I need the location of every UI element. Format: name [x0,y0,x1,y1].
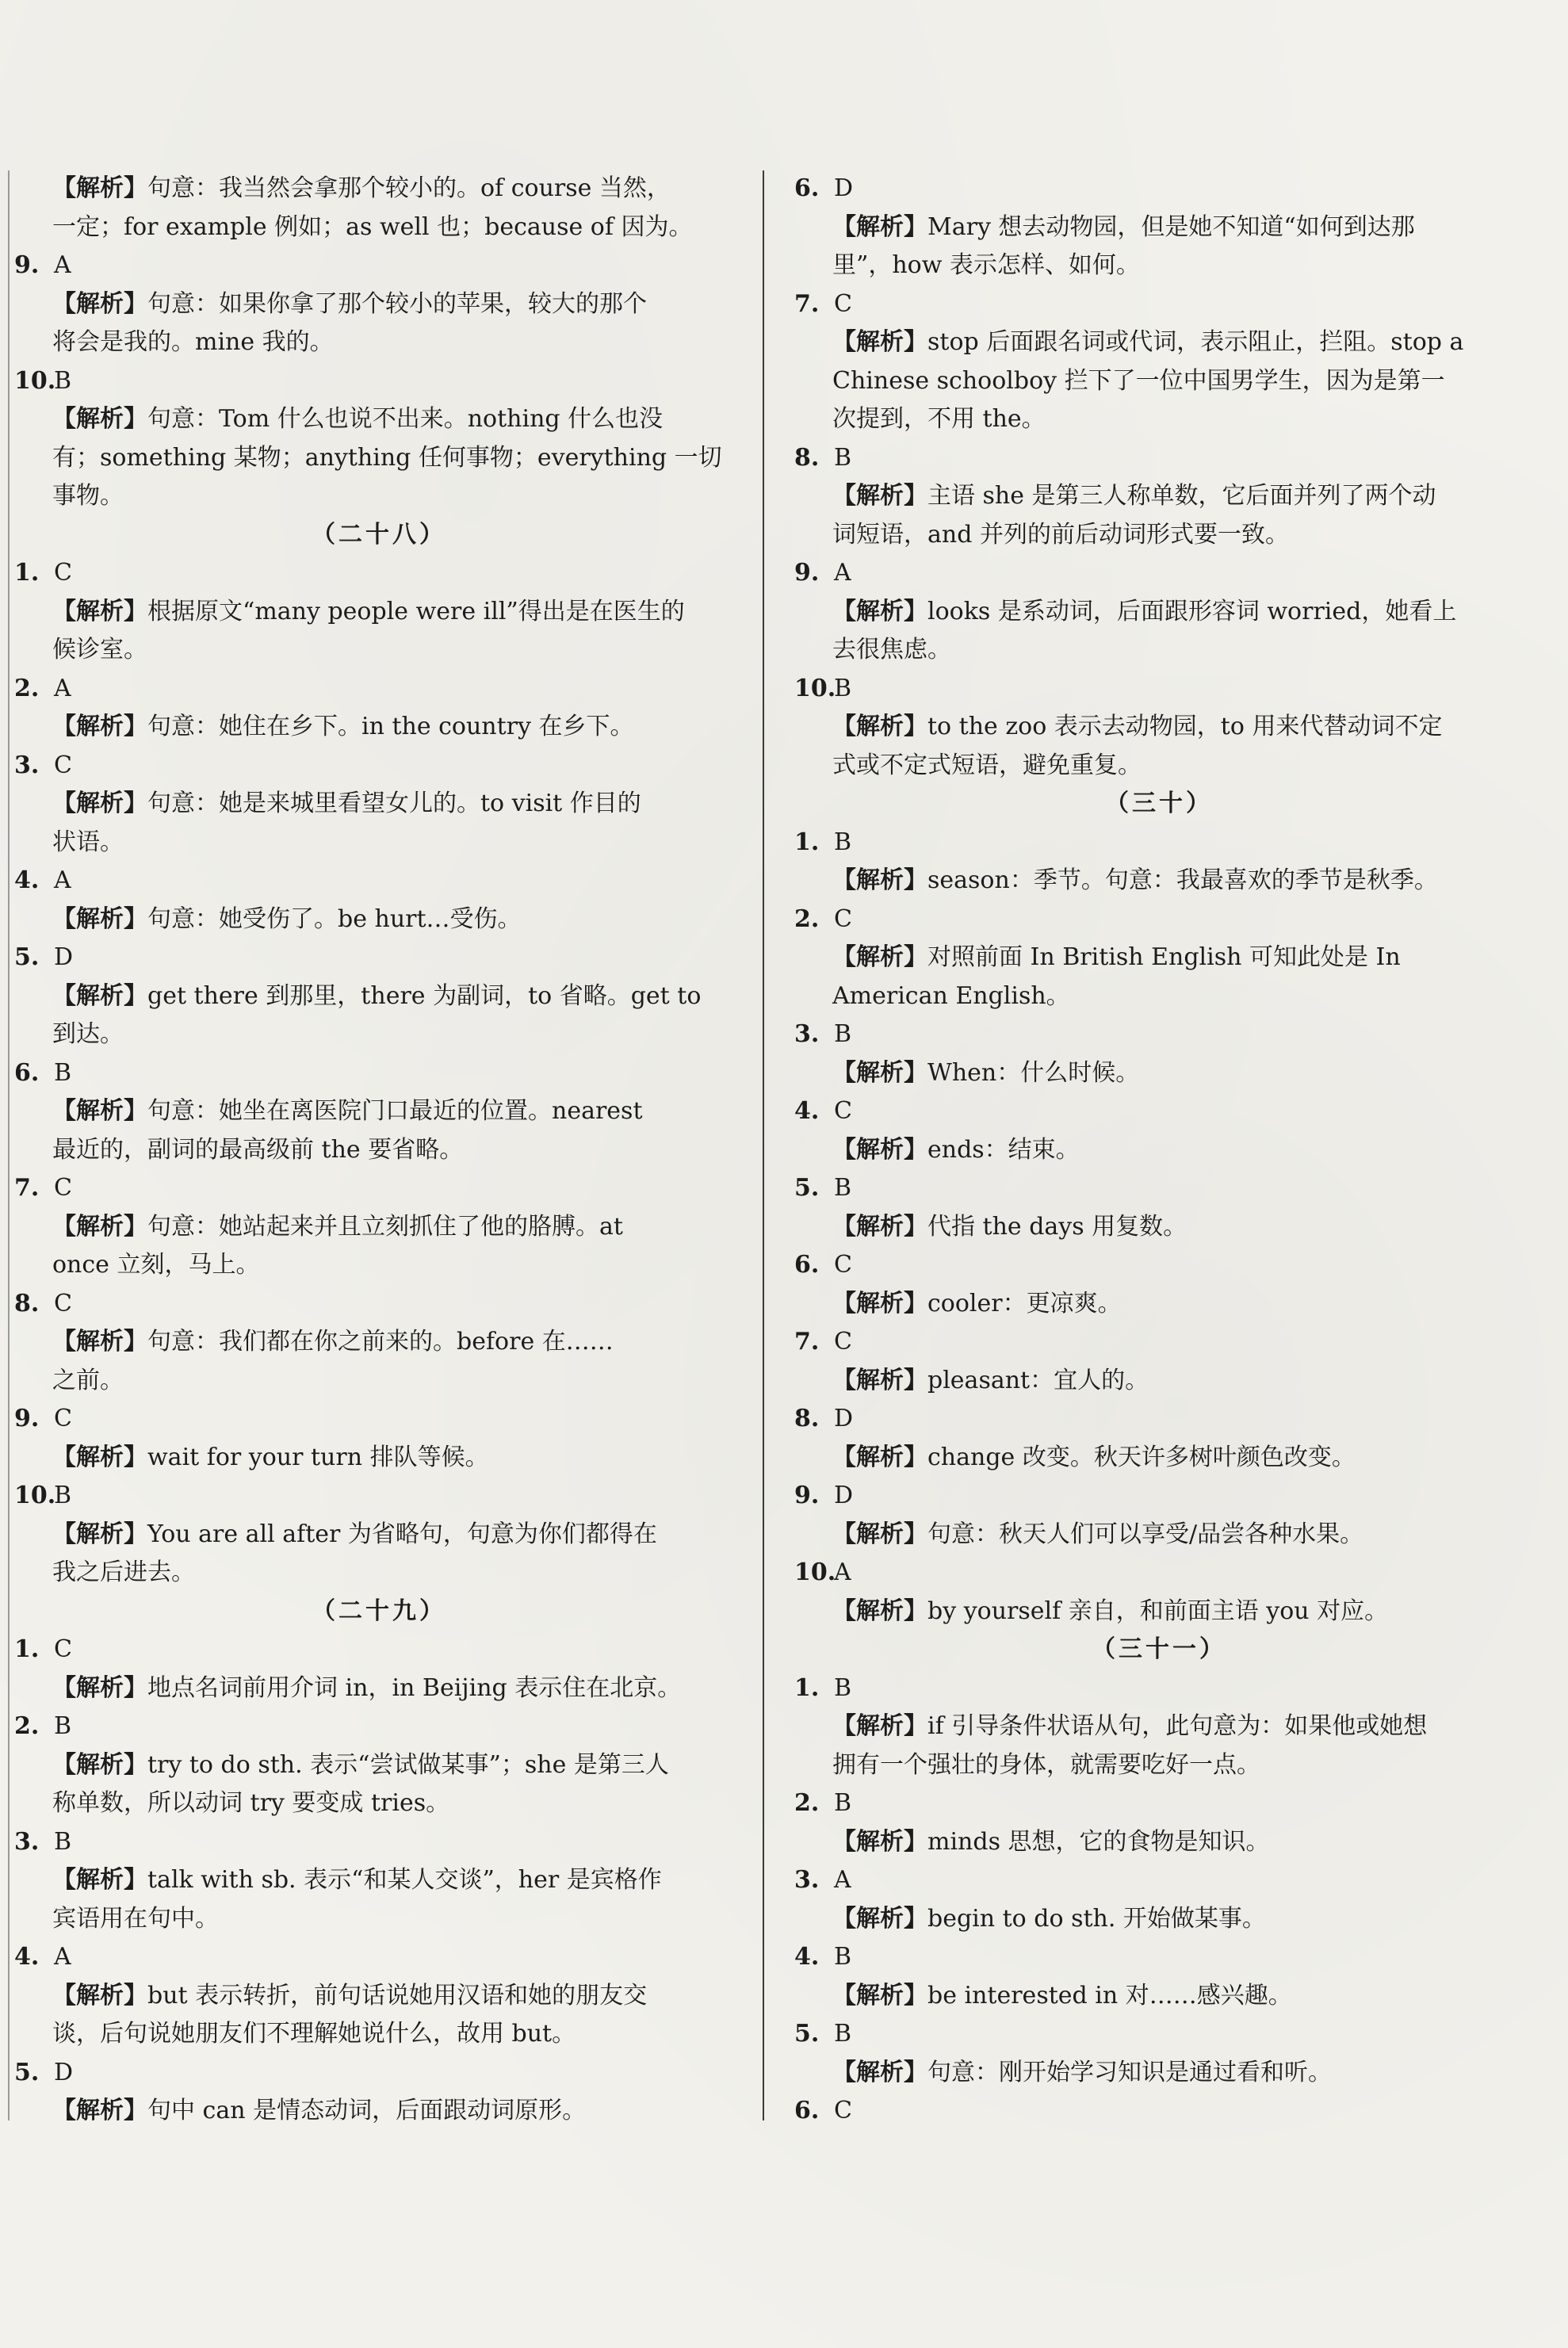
explanation-tag: 【解析】 [832,1597,927,1625]
answer-line [794,901,1524,939]
answer-line [14,1477,744,1516]
explanation-line [14,1092,744,1131]
answer-letter: B [834,1020,852,1048]
explanation-line [794,1823,1524,1862]
answer-line [14,670,744,709]
explanation-line [794,1593,1524,1631]
explanation-text: looks 是系动词，后面跟形容词 worried，她看上 [927,597,1457,625]
question-number: 1. [14,559,40,587]
explanation-line [14,1977,744,2016]
explanation-tag: 【解析】 [52,289,147,318]
answer-letter: B [54,1712,72,1740]
explanation-tag: 【解析】 [52,405,147,433]
answer-line [794,670,1524,709]
explanation-tag: 【解析】 [832,943,927,971]
question-number: 3. [14,751,40,779]
explanation-continuation: Chinese schoolboy 拦下了一位中国男学生，因为是第一 [832,366,1445,395]
explanation-line [794,1054,1524,1093]
explanation-line [794,1362,1524,1401]
answer-letter: A [54,251,71,279]
answer-letter: C [54,1405,72,1432]
explanation-tag: 【解析】 [52,1328,147,1356]
explanation-tag: 【解析】 [832,1289,927,1317]
explanation-line [794,593,1524,632]
explanation-text: but 表示转折，前句话说她用汉语和她的朋友交 [147,1981,648,2010]
answer-line [794,1669,1524,1708]
explanation-tag: 【解析】 [832,1712,927,1740]
question-number: 5. [14,2058,40,2086]
question-number: 1. [794,1673,820,1702]
explanation-text: cooler：更凉爽。 [927,1289,1122,1317]
explanation-continuation: 一定；for example 例如；as well 也；because of 因为。 [52,212,693,241]
explanation-continuation: 式或不定式短语，避免重复。 [832,751,1142,779]
explanation-continuation: 次提到，不用 the。 [832,405,1046,433]
answer-letter: D [54,943,74,971]
answer-line [794,1861,1524,1900]
explanation-line [14,1516,744,1554]
explanation-line [14,170,744,208]
explanation-text: change 改变。秋天许多树叶颜色改变。 [927,1443,1356,1471]
answer-line [14,1938,744,1977]
question-number: 4. [794,1097,820,1125]
explanation-text: 对照前面 In British English 可知此处是 In [927,943,1401,971]
explanation-continuation: 到达。 [52,1020,124,1048]
explanation-continuation: 之前。 [52,1366,124,1394]
explanation-tag: 【解析】 [52,1750,147,1779]
explanation-tag: 【解析】 [52,1212,147,1241]
explanation-line [794,862,1524,901]
explanation-tag: 【解析】 [832,713,927,740]
explanation-tag: 【解析】 [52,981,147,1010]
question-number: 10. [794,674,836,702]
explanation-line [794,1131,1524,1170]
explanation-continuation: 最近的，副词的最高级前 the 要省略。 [52,1135,464,1164]
answer-letter: A [54,674,71,702]
explanation-text: 句意：我当然会拿那个较小的。of course 当然， [147,174,671,202]
answer-line [14,1707,744,1746]
explanation-continuation: 词短语，and 并列的前后动词形式要一致。 [832,520,1289,549]
answer-letter: A [834,559,851,587]
explanation-tag: 【解析】 [52,713,147,740]
explanation-line [794,1977,1524,2016]
explanation-text: pleasant：宜人的。 [927,1366,1149,1394]
explanation-tag: 【解析】 [832,1520,927,1548]
answer-line [14,2054,744,2093]
section-heading: （二十九） [312,1597,446,1625]
question-number: 10. [14,1482,56,1509]
explanation-text: 句中 can 是情态动词，后面跟动词原形。 [147,2097,587,2124]
answer-letter: B [834,1174,852,1202]
explanation-tag: 【解析】 [52,597,147,625]
explanation-line [14,593,744,632]
answer-letter: C [834,904,852,933]
answer-line [14,1823,744,1862]
question-number: 9. [794,1482,820,1509]
question-number: 3. [794,1866,820,1894]
question-number: 7. [794,289,820,318]
explanation-tag: 【解析】 [52,1520,147,1548]
explanation-text: Mary 想去动物园，但是她不知道“如何到达那 [927,212,1415,241]
explanation-line [14,901,744,939]
answer-line [794,1092,1524,1131]
answer-line [794,1323,1524,1362]
explanation-tag: 【解析】 [832,1827,927,1856]
explanation-tag: 【解析】 [52,790,147,817]
explanation-text: 句意：她坐在离医院门口最近的位置。nearest [147,1097,643,1125]
explanation-text: to the zoo 表示去动物园，to 用来代替动词不定 [927,713,1443,740]
answer-letter: D [834,174,854,202]
explanation-continuation: 宾语用在句中。 [52,1904,219,1933]
question-number: 7. [794,1328,820,1356]
question-number: 5. [794,1174,820,1202]
question-number: 8. [794,1405,820,1432]
explanation-text: 句意：Tom 什么也说不出来。nothing 什么也没 [147,405,664,433]
explanation-text: wait for your turn 排队等候。 [147,1443,489,1471]
question-number: 6. [794,1251,820,1279]
explanation-line [794,477,1524,516]
answer-letter: A [54,866,71,894]
question-number: 6. [794,2097,820,2124]
explanation-continuation: 候诊室。 [52,636,147,663]
explanation-text: 句意：她是来城里看望女儿的。to visit 作目的 [147,790,641,817]
explanation-text: try to do sth. 表示“尝试做某事”；she 是第三人 [147,1750,669,1779]
question-number: 2. [14,1712,40,1740]
explanation-tag: 【解析】 [52,174,147,202]
answer-line [14,1631,744,1669]
question-number: 10. [14,366,56,395]
explanation-continuation: 拥有一个强壮的身体，就需要吃好一点。 [832,1750,1260,1779]
explanation-continuation: 有；something 某物；anything 任何事物；everything 一切 [52,443,722,472]
explanation-line [794,2054,1524,2093]
explanation-tag: 【解析】 [832,1904,927,1933]
answer-line [14,747,744,786]
answer-letter: D [834,1405,854,1432]
answer-letter: C [54,1174,72,1202]
question-number: 4. [14,1943,40,1971]
explanation-line [14,1208,744,1247]
answer-letter: C [834,1328,852,1356]
explanation-tag: 【解析】 [52,2097,147,2124]
question-number: 9. [14,251,40,279]
question-number: 3. [794,1020,820,1048]
answer-line [14,247,744,285]
answer-letter: B [834,1673,852,1702]
explanation-line [794,1900,1524,1939]
explanation-continuation: 称单数，所以动词 try 要变成 tries。 [52,1789,450,1817]
answer-line [14,1169,744,1208]
explanation-line [14,1746,744,1785]
answer-letter: B [54,366,72,395]
answer-line [794,1015,1524,1054]
question-number: 2. [794,904,820,933]
answer-line [14,362,744,401]
explanation-line [14,400,744,439]
explanation-continuation: American English。 [832,981,1070,1010]
section-heading: （三十一） [1092,1635,1226,1663]
answer-letter: A [834,1558,851,1586]
right-column [794,170,1524,2131]
answer-line [794,2015,1524,2054]
explanation-tag: 【解析】 [832,212,927,241]
answer-letter: C [54,751,72,779]
explanation-text: When：什么时候。 [927,1058,1140,1087]
answer-letter: B [834,828,852,856]
answer-letter: C [834,2097,852,2124]
explanation-tag: 【解析】 [52,1673,147,1702]
answer-line [794,1938,1524,1977]
explanation-text: 句意：她站起来并且立刻抓住了他的胳膊。at [147,1212,623,1241]
explanation-line [794,1516,1524,1554]
question-number: 3. [14,1827,40,1856]
question-number: 6. [794,174,820,202]
explanation-text: by yourself 亲自，和前面主语 you 对应。 [927,1597,1389,1625]
explanation-text: 根据原文“many people were ill”得出是在医生的 [147,597,685,625]
explanation-continuation: 里”，how 表示怎样、如何。 [832,251,1140,279]
answer-line [794,1400,1524,1439]
answer-letter: D [54,2058,74,2086]
answer-line [794,1477,1524,1516]
answer-letter: B [834,443,852,472]
question-number: 2. [794,1789,820,1817]
answer-line [14,862,744,901]
question-number: 6. [14,1058,40,1087]
answer-letter: B [54,1058,72,1087]
answer-line [14,1054,744,1093]
explanation-line [14,708,744,747]
answer-letter: C [54,1289,72,1317]
left-column [14,170,744,2131]
question-number: 5. [794,2020,820,2048]
explanation-tag: 【解析】 [832,1443,927,1471]
explanation-tag: 【解析】 [52,904,147,933]
explanation-line [794,1707,1524,1746]
left-margin-rule [8,170,10,2120]
explanation-line [14,285,744,324]
explanation-text: if 引导条件状语从句，此句意为：如果他或她想 [927,1712,1428,1740]
question-number: 8. [14,1289,40,1317]
answer-line [794,1246,1524,1285]
explanation-tag: 【解析】 [832,1135,927,1164]
answer-letter: B [834,1943,852,1971]
explanation-line [14,1439,744,1478]
question-number: 4. [14,866,40,894]
answer-letter: C [54,559,72,587]
answer-letter: B [834,2020,852,2048]
explanation-line [14,785,744,824]
explanation-tag: 【解析】 [832,482,927,510]
explanation-line [14,977,744,1016]
explanation-tag: 【解析】 [832,1981,927,2010]
answer-letter: B [54,1482,72,1509]
explanation-line [14,1669,744,1708]
explanation-tag: 【解析】 [832,1212,927,1241]
explanation-line [794,1439,1524,1478]
explanation-tag: 【解析】 [832,1366,927,1394]
explanation-tag: 【解析】 [832,597,927,625]
explanation-tag: 【解析】 [52,1981,147,2010]
explanation-text: season：季节。句意：我最喜欢的季节是秋季。 [927,866,1438,894]
explanation-continuation: 去很焦虑。 [832,636,951,663]
explanation-continuation: 事物。 [52,482,124,510]
explanation-text: begin to do sth. 开始做某事。 [927,1904,1266,1933]
explanation-tag: 【解析】 [832,866,927,894]
explanation-continuation: 状语。 [52,828,124,856]
answer-letter: C [834,1097,852,1125]
explanation-text: 句意：秋天人们可以享受/品尝各种水果。 [927,1520,1364,1548]
explanation-text: 句意：她受伤了。be hurt…受伤。 [147,904,522,933]
explanation-tag: 【解析】 [52,1443,147,1471]
answer-letter: C [834,1251,852,1279]
answer-line [794,170,1524,208]
question-number: 1. [794,828,820,856]
explanation-text: 主语 she 是第三人称单数，它后面并列了两个动 [927,482,1436,510]
answer-line [794,285,1524,324]
answer-line [14,1400,744,1439]
explanation-continuation: 谈，后句说她朋友们不理解她说什么，故用 but。 [52,2020,576,2048]
question-number: 5. [14,943,40,971]
answer-line [794,2092,1524,2131]
explanation-tag: 【解析】 [52,1866,147,1894]
explanation-text: ends：结束。 [927,1135,1080,1164]
question-number: 2. [14,674,40,702]
answer-letter: D [834,1482,854,1509]
explanation-text: 句意：刚开始学习知识是通过看和听。 [927,2058,1332,2086]
section-heading: （三十） [1105,790,1213,817]
question-number: 8. [794,443,820,472]
explanation-tag: 【解析】 [832,1058,927,1087]
answer-line [794,824,1524,862]
explanation-text: 句意：我们都在你之前来的。before 在…… [147,1328,614,1356]
explanation-line [794,1285,1524,1324]
question-number: 10. [794,1558,836,1586]
explanation-continuation: 我之后进去。 [52,1558,195,1586]
question-number: 9. [14,1405,40,1432]
explanation-text: minds 思想，它的食物是知识。 [927,1827,1270,1856]
explanation-continuation: 将会是我的。mine 我的。 [52,328,334,356]
answer-letter: B [834,674,852,702]
explanation-text: get there 到那里，there 为副词，to 省略。get to [147,981,702,1010]
answer-letter: C [54,1635,72,1663]
answer-letter: A [834,1866,851,1894]
explanation-text: You are all after 为省略句，句意为你们都得在 [147,1520,657,1548]
answer-line [14,939,744,977]
explanation-line [14,1323,744,1362]
answer-line [794,439,1524,478]
explanation-tag: 【解析】 [52,1097,147,1125]
explanation-text: talk with sb. 表示“和某人交谈”，her 是宾格作 [147,1866,662,1894]
explanation-line [794,939,1524,977]
explanation-line [794,323,1524,362]
answer-letter: B [54,1827,72,1856]
explanation-text: 句意：如果你拿了那个较小的苹果，较大的那个 [147,289,647,318]
section-heading: （二十八） [312,520,446,549]
answer-line [794,554,1524,593]
explanation-line [794,708,1524,747]
column-divider [763,170,764,2120]
explanation-line [794,1208,1524,1247]
answer-letter: C [834,289,852,318]
explanation-text: be interested in 对……感兴趣。 [927,1981,1292,2010]
question-number: 7. [14,1174,40,1202]
explanation-line [14,1861,744,1900]
answer-line [794,1784,1524,1823]
answer-line [14,554,744,593]
explanation-tag: 【解析】 [832,2058,927,2086]
answer-letter: A [54,1943,71,1971]
explanation-line [14,2092,744,2131]
explanation-tag: 【解析】 [832,328,927,356]
explanation-text: 代指 the days 用复数。 [927,1212,1187,1241]
explanation-text: 地点名词前用介词 in，in Beijing 表示住在北京。 [147,1673,682,1702]
explanation-text: stop 后面跟名词或代词，表示阻止，拦阻。stop a [927,328,1464,356]
explanation-text: 句意：她住在乡下。in the country 在乡下。 [147,713,634,740]
answer-line [794,1169,1524,1208]
explanation-line [794,208,1524,247]
answer-line [14,1285,744,1324]
explanation-continuation: once 立刻，马上。 [52,1251,260,1279]
question-number: 4. [794,1943,820,1971]
answer-line [794,1554,1524,1593]
question-number: 9. [794,559,820,587]
answer-letter: B [834,1789,852,1817]
question-number: 1. [14,1635,40,1663]
